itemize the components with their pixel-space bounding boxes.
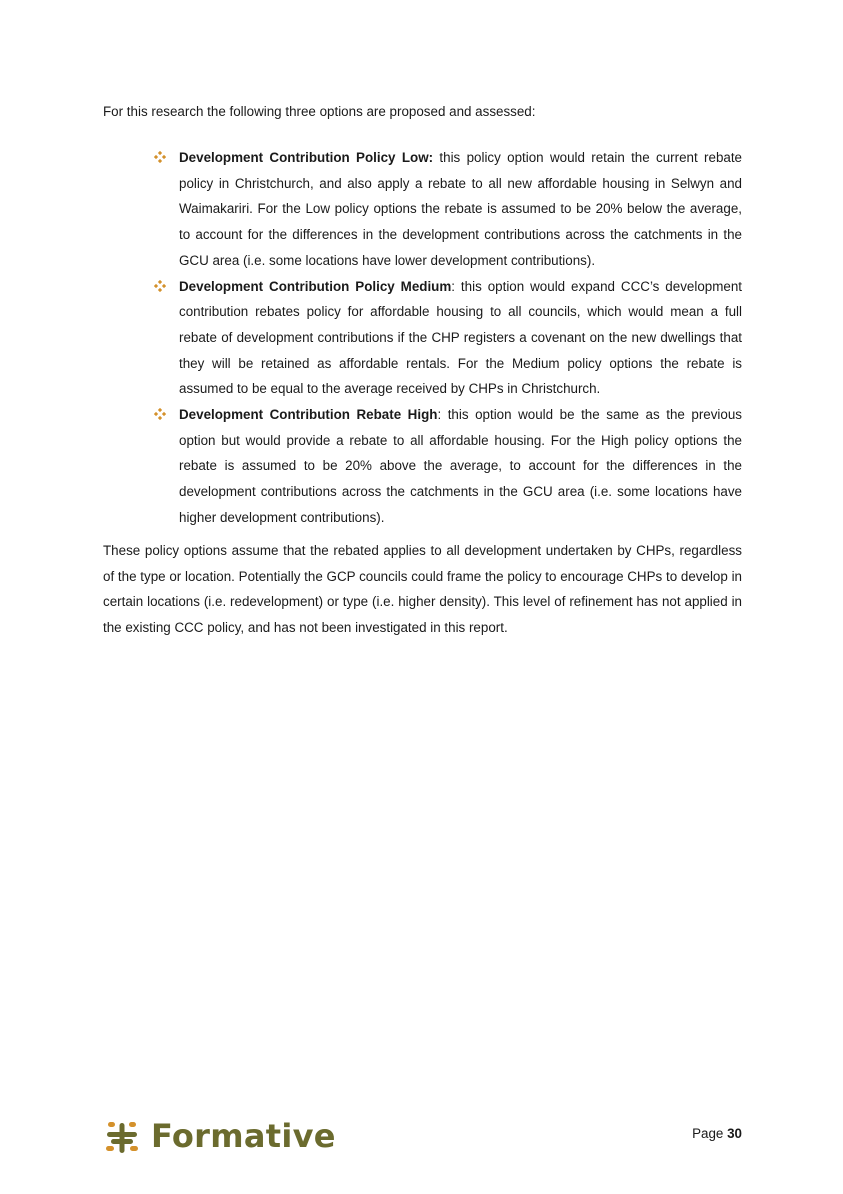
list-item (179, 402, 742, 531)
option-high-text: : this option would be the same as the previous option but would provide a rebate to all affordable housing. For the High policy options the rebate is assumed to be 20% above the average, to account for the differences in the development contributions across the catchments in the GCU area (i.e. some locations have higher development contributions). (179, 407, 742, 525)
page-number (692, 1126, 742, 1141)
option-low-text: this policy option would retain the current rebate policy in Christchurch, and also apply a rebate to all new affordable housing in Selwyn and Waimakariri. For the Low policy options the rebate is assumed to be 20% below the average, to account for the differences in the development contributions across the catchments in the GCU area (i.e. some locations have lower development contributions). (179, 150, 743, 268)
list-item (179, 274, 742, 403)
four-diamond-bullet-icon (154, 408, 166, 420)
four-diamond-bullet-icon (154, 280, 166, 292)
four-diamond-bullet-icon (154, 151, 166, 163)
formative-logo-mark-icon (103, 1117, 141, 1155)
formative-logo (103, 1115, 336, 1157)
option-medium-title: Development Contribution Policy Medium (179, 278, 452, 294)
option-high-title: Development Contribution Rebate High (179, 407, 438, 423)
logo-text: Formative (151, 1117, 336, 1155)
intro-paragraph: For this research the following three options are proposed and assessed: (103, 104, 536, 119)
option-low-title: Development Contribution Policy Low: (179, 150, 434, 165)
closing-paragraph: These policy options assume that the rebated applies to all development undertaken by CHPs, regardless of the type or location. Potentially the GCP councils could frame the policy to encourage CHPs to develop in certain locations (i.e. redevelopment) or type (i.e. higher density). This level of refinement has not applied in the existing CCC policy, and has not been investigated in this report. (103, 543, 742, 636)
page-number-value: 30 (727, 1126, 742, 1141)
page-label: Page (692, 1126, 724, 1141)
list-item (179, 145, 742, 274)
option-medium-text: : this option would expand CCC’s development contribution rebates policy for affordable housing to all councils, which would mean a full rebate of development contributions if the CHP registers a covenant on the new dwellings that they will be retained as affordable rentals. For the Medium policy options the rebate is assumed to be equal to the average received by CHPs in Christchurch. (179, 278, 742, 397)
policy-options-list (179, 145, 742, 531)
